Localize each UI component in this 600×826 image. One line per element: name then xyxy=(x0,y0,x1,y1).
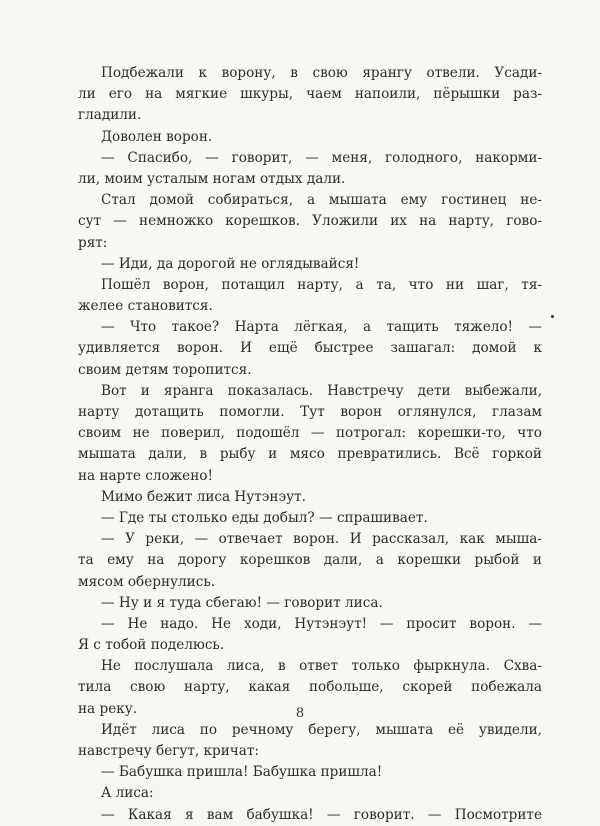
text-line: Вот и яранга показалась. Навстречу дети выбежали, xyxy=(101,382,542,399)
print-speck xyxy=(551,315,554,318)
text-line: — Где ты столько еды добыл? — спрашивает. xyxy=(101,509,428,526)
text-line: удивляется ворон. И ещё быстрее зашагал: домой к xyxy=(78,340,542,357)
text-line: — Спасибо, — говорит, — меня, голодного, накорми- xyxy=(101,149,542,166)
text-line: — Какая я вам бабушка! — говорит. — Посмотрите xyxy=(101,806,542,823)
text-line: — Иди, да дорогой не оглядывайся! xyxy=(101,255,360,272)
text-line: — Не надо. Не ходи, Нутэнэут! — просит ворон. — xyxy=(101,615,542,632)
page-number: 8 xyxy=(295,706,305,721)
text-line: своим не поверил, подошёл — потрогал: корешки-то, что xyxy=(78,425,542,442)
text-line: гладили. xyxy=(78,107,142,124)
text-line: Подбежали к ворону, в свою ярангу отвели. Усади- xyxy=(101,65,542,81)
text-line: на реку. xyxy=(78,700,138,717)
text-line: ли, моим усталым ногам отдых дали. xyxy=(78,170,346,187)
text-line: Не послушала лиса, в ответ только фыркнула. Схва- xyxy=(101,658,542,675)
text-line: Мимо бежит лиса Нутэнэут. xyxy=(101,488,306,505)
text-line: та ему на дорогу корешков дали, а корешки рыбой и xyxy=(78,552,542,569)
text-line: — У реки, — отвечает ворон. И рассказал, как мыша- xyxy=(101,531,542,548)
text-line: Стал домой собираться, а мышата ему гостинец не- xyxy=(101,192,542,209)
text-line: тила свою нарту, какая побольше, скорей побежала xyxy=(78,679,542,696)
text-line: на нарте сложено! xyxy=(78,467,213,484)
text-line: своим детям торопится. xyxy=(78,361,252,378)
text-line: мышата дали, в рыбу и мясо превратились. Всё горкой xyxy=(78,446,542,463)
text-line: ли его на мягкие шкуры, чаем напоили, пёрышки раз- xyxy=(78,86,542,103)
text-line: Пошёл ворон, потащил нарту, а та, что ни шаг, тя- xyxy=(101,276,542,293)
text-line: — Что такое? Нарта лёгкая, а тащить тяжело! — xyxy=(101,319,542,336)
text-line: — Бабушка пришла! Бабушка пришла! xyxy=(101,764,383,781)
text-line: сут — немножко корешков. Уложили их на нарту, гово- xyxy=(78,213,542,230)
text-line: навстречу бегут, кричат: xyxy=(78,743,259,759)
text-line: мясом обернулись. xyxy=(78,573,216,590)
text-line: Идёт лиса по речному берегу, мышата её увидели, xyxy=(101,721,542,738)
text-line: — Ну и я туда сбегаю! — говорит лиса. xyxy=(101,594,383,611)
text-line: А лиса: xyxy=(101,785,154,802)
text-line: нарту дотащить помогли. Тут ворон оглянулся, глазам xyxy=(78,404,542,420)
text-line: желее становится. xyxy=(78,298,213,315)
text-line: Я с тобой поделюсь. xyxy=(78,637,225,654)
text-line: Доволен ворон. xyxy=(101,128,213,145)
text-line: рят: xyxy=(78,234,108,251)
